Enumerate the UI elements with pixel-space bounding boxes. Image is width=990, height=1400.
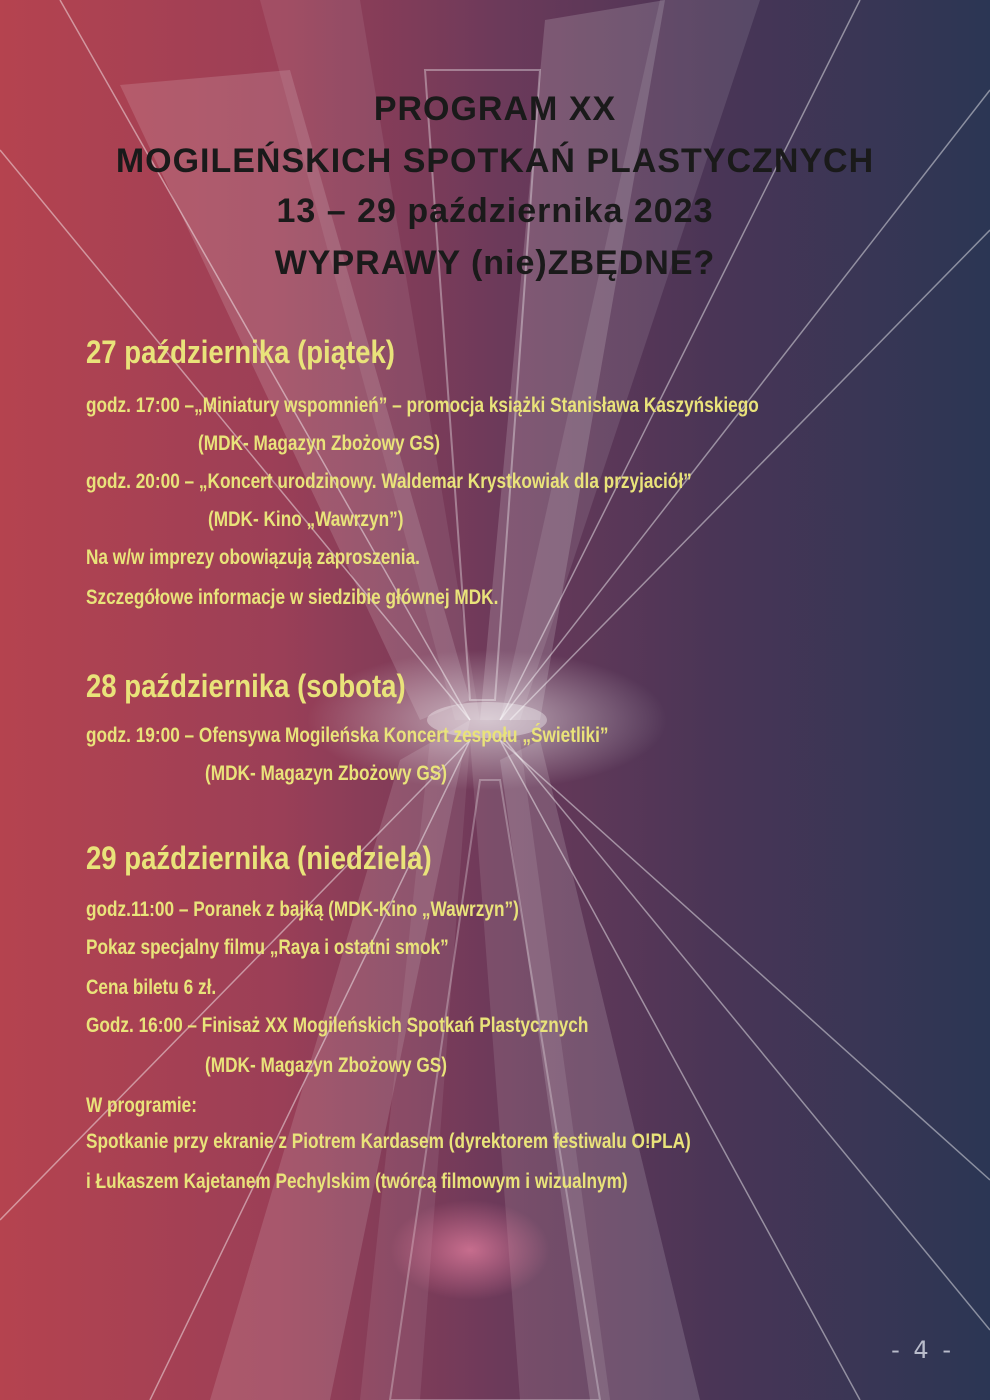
- schedule-line: godz. 17:00 –„Miniatury wspomnień” – promocja książki Stanisława Kaszyńskiego: [86, 394, 759, 417]
- schedule-line: Pokaz specjalny filmu „Raya i ostatni smok”: [86, 936, 449, 959]
- schedule-line: godz. 19:00 – Ofensywa Mogileńska Koncert zespołu „Świetliki”: [86, 724, 609, 747]
- schedule-line: Cena biletu 6 zł.: [86, 976, 217, 999]
- schedule-line: godz. 20:00 – „Koncert urodzinowy. Waldemar Krystkowiak dla przyjaciół”: [86, 470, 692, 493]
- schedule-line: i Łukaszem Kajetanem Pechylskim (twórcą filmowym i wizualnym): [86, 1170, 628, 1193]
- schedule-line: W programie:: [86, 1094, 197, 1117]
- day-heading-28: 28 października (sobota): [86, 668, 406, 704]
- schedule-note: Szczegółowe informacje w siedzibie głównej MDK.: [86, 586, 499, 609]
- schedule-venue: (MDK- Magazyn Zbożowy GS): [205, 762, 448, 785]
- day-heading-27: 27 października (piątek): [86, 334, 395, 370]
- program-title: PROGRAM XX: [373, 90, 617, 128]
- schedule-venue: (MDK- Magazyn Zbożowy GS): [198, 432, 441, 455]
- page-number: - 4 -: [891, 1336, 954, 1364]
- event-name: MOGILEŃSKICH SPOTKAŃ PLASTYCZNYCH: [115, 142, 875, 180]
- schedule-venue: (MDK- Kino „Wawrzyn”): [208, 508, 404, 531]
- day-heading-29: 29 października (niedziela): [86, 840, 432, 876]
- schedule-venue: (MDK- Magazyn Zbożowy GS): [205, 1054, 448, 1077]
- schedule-line: Spotkanie przy ekranie z Piotrem Kardasem (dyrektorem festiwalu O!PLA): [86, 1130, 691, 1153]
- event-dates: 13 – 29 października 2023: [276, 192, 714, 230]
- schedule-line: Godz. 16:00 – Finisaż XX Mogileńskich Spotkań Plastycznych: [86, 1014, 589, 1037]
- schedule-note: Na w/w imprezy obowiązują zaproszenia.: [86, 546, 420, 569]
- event-theme: WYPRAWY (nie)ZBĘDNE?: [274, 244, 716, 282]
- schedule-line: godz.11:00 – Poranek z bajką (MDK-Kino „Wawrzyn”): [86, 898, 519, 921]
